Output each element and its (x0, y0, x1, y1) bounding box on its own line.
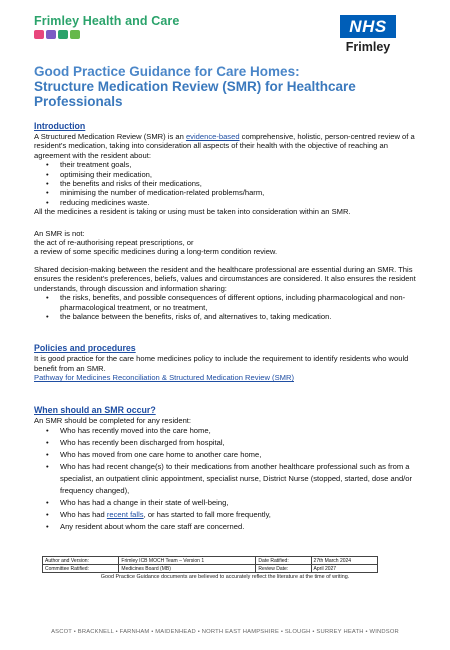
list-item: • Any resident about whom the care staff are concerned. (34, 521, 418, 533)
people-icon (46, 30, 56, 39)
nhs-logo-block (340, 15, 396, 54)
list-item: • Who has had a change in their state of well-being, (34, 497, 418, 509)
title-line2: Structure Medication Review (SMR) for Healthcare Professionals (34, 79, 356, 109)
table-row (43, 557, 378, 565)
document-control-table (42, 556, 378, 573)
org-name: Frimley Health and Care (34, 14, 180, 28)
list-item: • the balance between the benefits, risks of, and alternatives to, taking medication. (34, 312, 418, 321)
list-item: • the benefits and risks of their medications, (34, 179, 418, 188)
list-item: • the risks, benefits, and possible consequences of different options, including pharmacological and non-pharmacological treatment, or no treatment, (34, 293, 418, 312)
title-line1: Good Practice Guidance for Care Homes: (34, 64, 300, 79)
table-cell: April 2027 (311, 565, 377, 573)
when-heading: When should an SMR occur? (34, 404, 156, 415)
intro-paragraph-2: All the medicines a resident is taking or using must be taken into consideration within an SMR. (34, 207, 351, 217)
evidence-based-link[interactable]: evidence-based (185, 132, 240, 141)
shared-decision-list (34, 293, 418, 321)
intro-bullet-list (34, 160, 418, 207)
table-cell: 27th March 2024 (311, 557, 377, 565)
list-item: • Who has had recent falls, or has started to fall more frequently, (34, 509, 418, 521)
policies-paragraph: It is good practice for the care home medicines policy to include the requirement to identify residents who would benefit from an SMR. (34, 354, 409, 373)
table-cell: Review Date: (256, 565, 311, 573)
table-cell: Date Ratified: (256, 557, 311, 565)
list-item: • Who has recently moved into the care home, (34, 425, 418, 437)
when-intro: An SMR should be completed for any resident: (34, 415, 192, 425)
document-body (34, 121, 418, 533)
list-item: • optimising their medication, (34, 170, 418, 179)
footer-disclaimer: Good Practice Guidance documents are believed to accurately reflect the literature at the time of writing. (100, 574, 350, 580)
list-item: • reducing medicines waste. (34, 198, 418, 207)
document-title (34, 64, 424, 109)
table-cell: Medicines Board (MB) (119, 565, 256, 573)
table-row (43, 565, 378, 573)
when-bullet-list (34, 425, 418, 533)
recent-falls-link[interactable]: recent falls (106, 509, 144, 519)
smr-not-item: the act of re-authorising repeat prescriptions, or (34, 238, 194, 248)
policies-heading: Policies and procedures (34, 343, 136, 354)
care-icon (58, 30, 68, 39)
smr-not-heading: An SMR is not: (34, 228, 85, 238)
table-cell: Frimley ICB MOCH Team – Version 1 (119, 557, 256, 565)
list-item: • Who has had recent change(s) to their medications from another healthcare professional such as from a specialist, an outpatient clinic appointment, specialist nurse, District Nurse (stopped, started, dose and/or frequency changed), (34, 461, 418, 497)
shared-decision-paragraph: Shared decision-making between the resident and the healthcare professional are essential during an SMR. This ensures the resident's preferences, beliefs, values and circumstances are considered. It also ensures the resident understands, through discussion and information sharing: (34, 264, 416, 293)
nhs-logo: NHS (340, 15, 396, 38)
list-item: • Who has recently been discharged from hospital, (34, 437, 418, 449)
intro-paragraph: A Structured Medication Review (SMR) is an evidence-based comprehensive, holistic, person-centred review of a resident's medication, taking into consideration all aspects of their health with the objective of reaching an agreement with the resident about: (34, 132, 415, 160)
list-item: • Who has moved from one care home to another care home, (34, 449, 418, 461)
org-icons (34, 30, 179, 39)
introduction-heading: Introduction (34, 121, 86, 131)
home-icon (70, 30, 80, 39)
footer-locations: ASCOT • BRACKNELL • FARNHAM • MAIDENHEAD • NORTH EAST HAMPSHIRE • SLOUGH • SURREY HEATH • WINDSOR (51, 629, 399, 635)
smr-pathway-link[interactable]: Pathway for Medicines Reconciliation & Structured Medication Review (SMR) (34, 373, 294, 383)
table-cell: Author and Version: (43, 557, 119, 565)
table-cell: Committee Ratified: (43, 565, 119, 573)
org-logo (34, 14, 179, 39)
list-item: • minimising the number of medication-related problems/harm, (34, 188, 418, 197)
heart-icon (34, 30, 44, 39)
list-item: • their treatment goals, (34, 160, 418, 169)
smr-not-item: a review of some specific medicines during a long-term condition review. (34, 247, 278, 257)
nhs-region: Frimley (345, 40, 391, 54)
